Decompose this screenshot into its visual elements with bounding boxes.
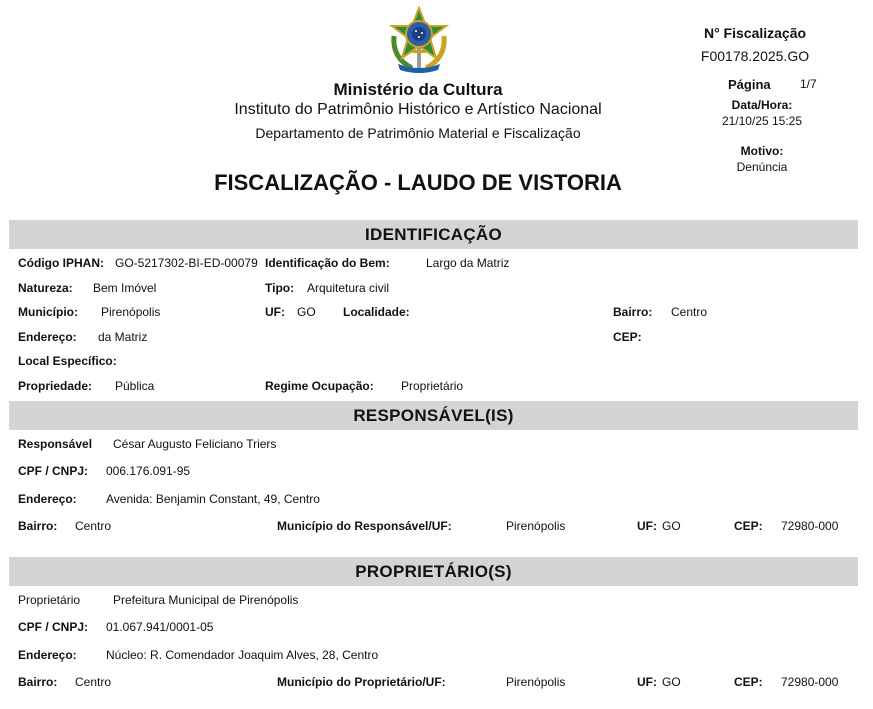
bairro-value: Centro	[671, 305, 708, 319]
municipio-value: Pirenópolis	[101, 305, 161, 319]
document-title: FISCALIZAÇÃO - LAUDO DE VISTORIA	[214, 170, 622, 195]
propriedade-label: Propriedade:	[18, 379, 93, 393]
proprietario-cep-value: 72980-000	[781, 675, 839, 689]
regime-ocupacao-value: Proprietário	[401, 379, 464, 393]
endereco-label: Endereço:	[18, 330, 77, 344]
localidade-label: Localidade:	[343, 305, 410, 319]
responsavel-cep-label: CEP:	[734, 519, 763, 533]
codigo-iphan-value: GO-5217302-BI-ED-00079	[115, 256, 258, 270]
responsavel-cpf-label: CPF / CNPJ:	[18, 464, 89, 478]
motivo-label: Motivo:	[740, 144, 784, 158]
natureza-label: Natureza:	[18, 281, 73, 295]
section-header-responsaveis: RESPONSÁVEL(IS)	[9, 401, 858, 430]
brazil-coat-of-arms-icon	[386, 6, 452, 74]
tipo-value: Arquitetura civil	[307, 281, 390, 295]
section-header-proprietarios: PROPRIETÁRIO(S)	[9, 557, 858, 586]
fiscalizacao-label: N° Fiscalização	[703, 25, 807, 41]
page-number: 1/7	[800, 77, 817, 91]
responsavel-value: César Augusto Feliciano Triers	[113, 437, 277, 451]
fiscalizacao-number: F00178.2025.GO	[700, 48, 810, 64]
endereco-value: da Matriz	[98, 330, 148, 344]
proprietario-municipio-label: Município do Proprietário/UF:	[277, 675, 446, 689]
proprietario-bairro-label: Bairro:	[18, 675, 58, 689]
proprietario-bairro-value: Centro	[75, 675, 112, 689]
proprietario-uf-value: GO	[662, 675, 681, 689]
responsavel-uf-value: GO	[662, 519, 681, 533]
propriedade-value: Pública	[115, 379, 155, 393]
identificacao-bem-value: Largo da Matriz	[426, 256, 510, 270]
proprietario-cpf-label: CPF / CNPJ:	[18, 620, 89, 634]
tipo-label: Tipo:	[265, 281, 295, 295]
department-name: Departamento de Patrimônio Material e Fiscalização	[255, 125, 581, 141]
bairro-label: Bairro:	[613, 305, 653, 319]
page-label: Página	[728, 77, 771, 92]
responsavel-endereco-label: Endereço:	[18, 492, 77, 506]
proprietario-uf-label: UF:	[637, 675, 657, 689]
responsavel-uf-label: UF:	[637, 519, 657, 533]
responsavel-endereco-value: Avenida: Benjamin Constant, 49, Centro	[106, 492, 320, 506]
responsavel-label: Responsável	[18, 437, 93, 451]
ministry-name: Ministério da Cultura	[333, 80, 503, 99]
uf-value: GO	[297, 305, 316, 319]
datetime-label: Data/Hora:	[731, 98, 793, 112]
datetime-value: 21/10/25 15:25	[721, 114, 803, 128]
proprietario-label: Proprietário	[18, 593, 81, 607]
identificacao-bem-label: Identificação do Bem:	[265, 256, 390, 270]
proprietario-endereco-label: Endereço:	[18, 648, 77, 662]
section-header-identificacao: IDENTIFICAÇÃO	[9, 220, 858, 249]
responsavel-bairro-label: Bairro:	[18, 519, 58, 533]
natureza-value: Bem Imóvel	[93, 281, 157, 295]
responsavel-cpf-value: 006.176.091-95	[106, 464, 191, 478]
motivo-value: Denúncia	[736, 160, 788, 174]
proprietario-municipio-value: Pirenópolis	[506, 675, 566, 689]
proprietario-endereco-value: Núcleo: R. Comendador Joaquim Alves, 28, Centro	[106, 648, 379, 662]
responsavel-municipio-label: Município do Responsável/UF:	[277, 519, 452, 533]
responsavel-bairro-value: Centro	[75, 519, 112, 533]
institute-name: Instituto do Patrimônio Histórico e Artístico Nacional	[234, 101, 602, 118]
responsavel-cep-value: 72980-000	[781, 519, 839, 533]
responsavel-municipio-value: Pirenópolis	[506, 519, 566, 533]
regime-ocupacao-label: Regime Ocupação:	[265, 379, 374, 393]
proprietario-cep-label: CEP:	[734, 675, 763, 689]
municipio-label: Município:	[18, 305, 78, 319]
cep-label: CEP:	[613, 330, 642, 344]
proprietario-value: Prefeitura Municipal de Pirenópolis	[113, 593, 299, 607]
uf-label: UF:	[265, 305, 285, 319]
proprietario-cpf-value: 01.067.941/0001-05	[106, 620, 214, 634]
local-especifico-label: Local Específico:	[18, 354, 117, 368]
codigo-iphan-label: Código IPHAN:	[18, 256, 104, 270]
